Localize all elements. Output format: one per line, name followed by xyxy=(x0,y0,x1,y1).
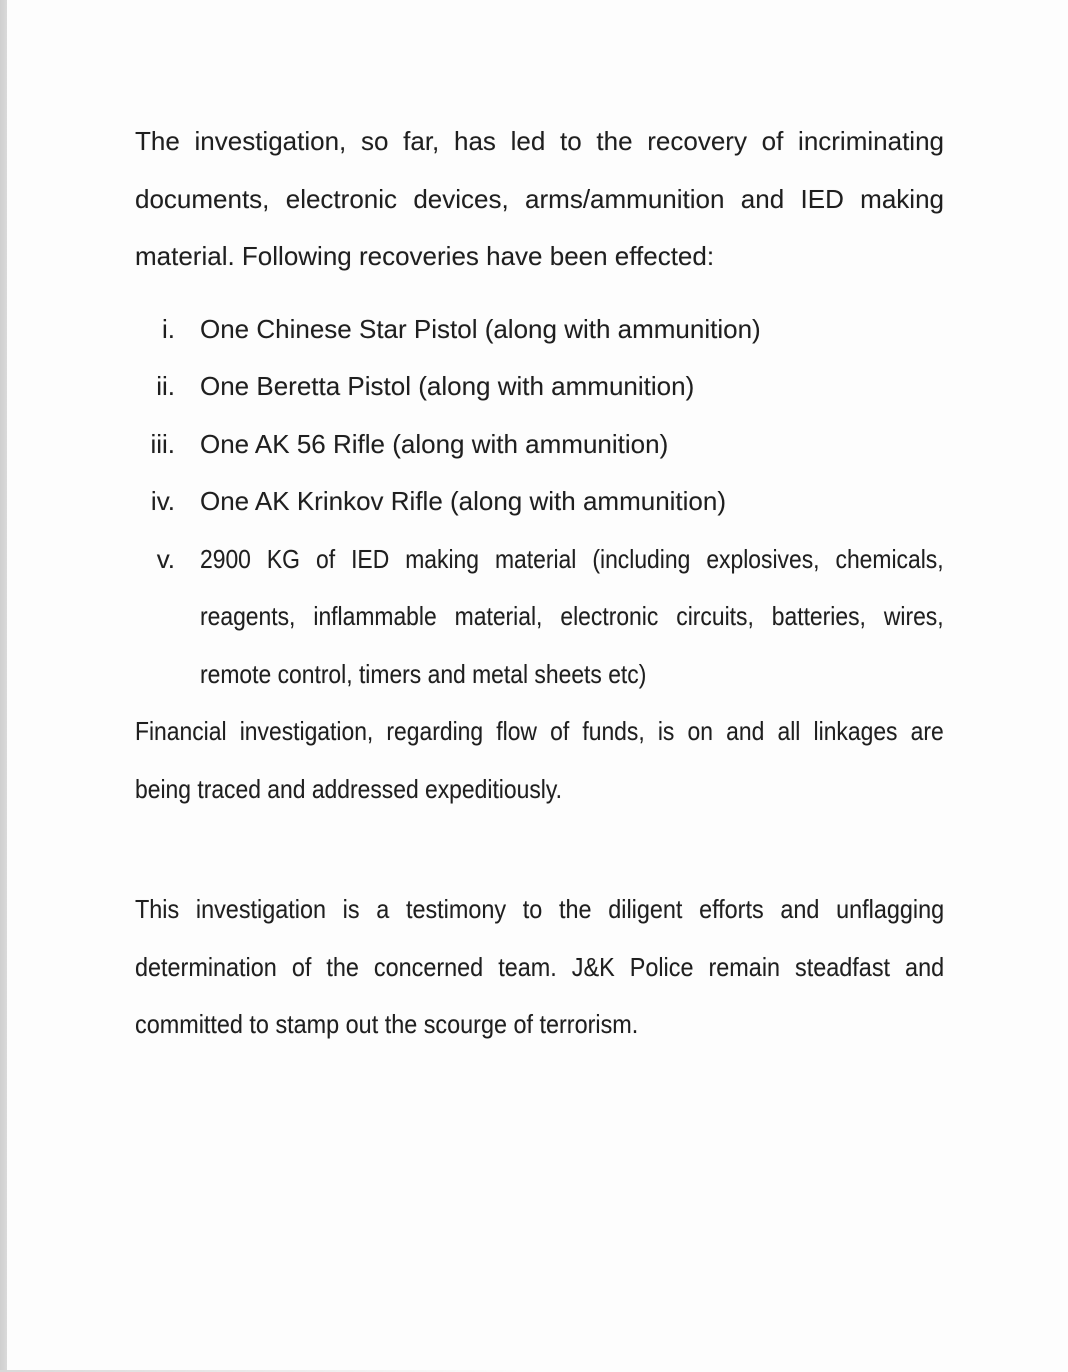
list-item xyxy=(135,416,944,474)
list-item-text xyxy=(200,358,944,416)
list-item xyxy=(135,301,944,359)
list-item-text xyxy=(200,473,944,531)
list-numeral-gap xyxy=(175,531,200,532)
list-numeral: v. xyxy=(156,543,175,574)
list-item xyxy=(135,531,944,704)
recovery-list xyxy=(135,301,944,704)
list-numeral: iv. xyxy=(150,486,175,516)
text-line: One AK 56 Rifle (along with ammunition) xyxy=(200,428,669,459)
paragraph-closing xyxy=(135,881,944,1054)
text-line: determination of the concerned team. J&K Police remain steadfast and xyxy=(135,951,945,982)
paragraph-financial xyxy=(135,703,944,818)
text-line: The investigation, so far, has led to the recovery of incriminating xyxy=(135,126,944,156)
text-line: material. Following recoveries have been effected: xyxy=(135,241,715,271)
text-line: This investigation is a testimony to the diligent efforts and unflagging xyxy=(135,894,945,924)
list-numeral: i. xyxy=(162,313,175,344)
text-line: One AK Krinkov Rifle (along with ammunition) xyxy=(200,486,727,516)
text-line: committed to stamp out the scourge of terrorism. xyxy=(135,1009,639,1039)
text-line: 2900 KG of IED making material (including explosives, chemicals, xyxy=(200,543,944,574)
list-numeral: iii. xyxy=(150,428,175,459)
list-numeral-gap xyxy=(175,473,200,474)
list-numeral-gap xyxy=(175,301,200,302)
list-item xyxy=(135,358,944,416)
document-body xyxy=(135,113,944,1054)
text-line: One Chinese Star Pistol (along with ammunition) xyxy=(200,313,761,344)
list-item-text xyxy=(200,416,944,474)
list-item-text xyxy=(200,301,944,359)
text-line: remote control, timers and metal sheets etc) xyxy=(200,658,647,689)
page-left-edge-shadow xyxy=(0,0,7,1372)
paragraph-intro xyxy=(135,113,944,286)
list-numeral-gap xyxy=(175,358,200,359)
list-item-text xyxy=(200,531,944,704)
text-line: reagents, inflammable material, electronic circuits, batteries, wires, xyxy=(200,601,944,631)
text-line: being traced and addressed expeditiously. xyxy=(135,773,562,804)
list-item xyxy=(135,473,944,531)
text-line: documents, electronic devices, arms/ammunition and IED making xyxy=(135,183,944,214)
text-line: Financial investigation, regarding flow of funds, is on and all linkages are xyxy=(135,716,944,746)
list-numeral: ii. xyxy=(156,371,175,401)
text-line: One Beretta Pistol (along with ammunition) xyxy=(200,371,695,401)
list-numeral-gap xyxy=(175,416,200,417)
